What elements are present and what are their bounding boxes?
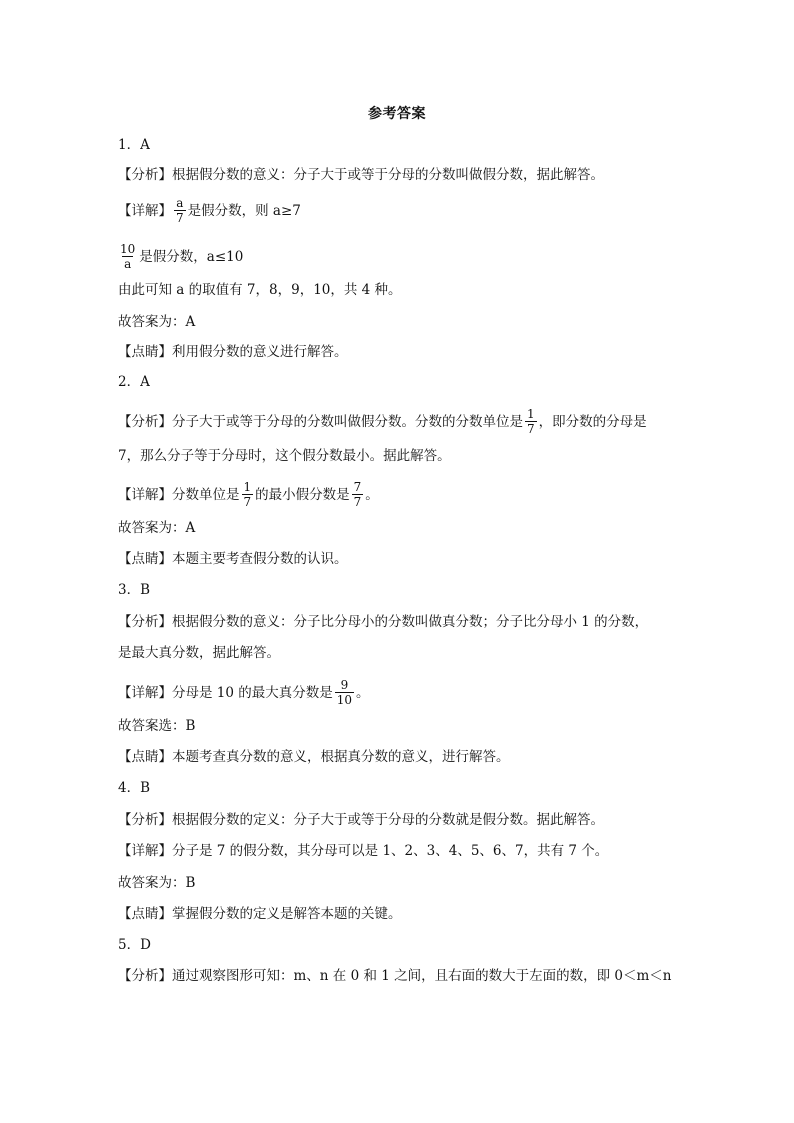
fraction-numerator: a xyxy=(176,196,184,210)
q4-answer: 故答案为：B xyxy=(118,875,196,891)
q2-answer: 故答案为：A xyxy=(118,520,196,536)
q1-fraction-a-over-7 xyxy=(174,197,186,224)
q5-number: 5．D xyxy=(118,937,151,953)
q2-analysis-line2: 7，那么分子等于分母时，这个假分数最小。据此解答。 xyxy=(118,448,451,464)
q2-detail-mid: 的最小假分数是 xyxy=(255,486,350,503)
q3-analysis-line1: 【分析】根据假分数的意义：分子比分母小的分数叫做真分数；分子比分母小 1 的分数， xyxy=(118,614,649,630)
q3-number: 3．B xyxy=(118,582,151,598)
q3-analysis-line2: 是最大真分数，据此解答。 xyxy=(118,645,280,661)
q2-analysis xyxy=(118,408,647,435)
fraction-denominator: a xyxy=(124,257,132,271)
q2-analysis-text: 【分析】分子大于或等于分母的分数叫做假分数。分数的分数单位是 xyxy=(118,413,523,430)
fraction-numerator: 9 xyxy=(340,678,349,692)
q3-detail-text: 【详解】分母是 10 的最大真分数是 xyxy=(118,684,333,701)
q2-fraction-7-over-7 xyxy=(352,481,364,508)
q1-detail-label: 【详解】 xyxy=(118,202,172,219)
q2-detail-end: 。 xyxy=(365,486,379,503)
q3-detail xyxy=(118,679,370,706)
fraction-numerator: 1 xyxy=(527,407,535,421)
fraction-denominator: 7 xyxy=(176,211,184,225)
q2-tip: 【点睛】本题主要考查假分数的认识。 xyxy=(118,551,348,567)
page-title: 参考答案 xyxy=(368,106,426,122)
q2-number: 2．A xyxy=(118,374,150,390)
fraction-numerator: 1 xyxy=(243,480,252,494)
q3-detail-end: 。 xyxy=(356,684,370,701)
q3-tip: 【点睛】本题考查真分数的意义，根据真分数的意义，进行解答。 xyxy=(118,749,510,765)
q4-analysis: 【分析】根据假分数的定义：分子大于或等于分母的分数就是假分数。据此解答。 xyxy=(118,812,604,828)
q1-detail-text: 是假分数，则 a≥7 xyxy=(187,202,301,219)
fraction-numerator: 7 xyxy=(353,480,362,494)
q1-line2 xyxy=(118,243,243,270)
q5-analysis: 【分析】通过观察图形可知：m、n 在 0 和 1 之间，且右面的数大于左面的数，即 0＜m＜n xyxy=(118,968,672,984)
q1-detail xyxy=(118,197,301,224)
fraction-denominator: 10 xyxy=(336,693,353,707)
fraction-denominator: 7 xyxy=(243,495,252,509)
q2-fraction-1-over-7 xyxy=(525,408,537,435)
q1-answer: 故答案为：A xyxy=(118,314,196,330)
q1-fraction-10-over-a xyxy=(118,243,137,270)
q1-number: 1．A xyxy=(118,137,150,153)
q2-analysis-text-end: ，即分数的分母是 xyxy=(538,413,647,430)
q1-analysis: 【分析】根据假分数的意义：分子大于或等于分母的分数叫做假分数，据此解答。 xyxy=(118,167,604,183)
q2-detail xyxy=(118,481,379,508)
q2-fraction-1-over-7 xyxy=(242,481,254,508)
fraction-denominator: 7 xyxy=(353,495,362,509)
fraction-numerator: 10 xyxy=(120,242,136,256)
q3-answer: 故答案选：B xyxy=(118,718,196,734)
q1-line2-text: 是假分数，a≤10 xyxy=(139,248,244,265)
q2-detail-label: 【详解】分数单位是 xyxy=(118,486,240,503)
q4-detail: 【详解】分子是 7 的假分数，其分母可以是 1、2、3、4、5、6、7，共有 7 个。 xyxy=(118,843,609,859)
q4-tip: 【点睛】掌握假分数的定义是解答本题的关键。 xyxy=(118,906,402,922)
q1-line3: 由此可知 a 的取值有 7，8，9，10，共 4 种。 xyxy=(118,282,402,298)
q3-fraction-9-over-10 xyxy=(335,679,354,706)
q1-tip: 【点睛】利用假分数的意义进行解答。 xyxy=(118,344,348,360)
fraction-denominator: 7 xyxy=(527,422,535,436)
q4-number: 4．B xyxy=(118,780,151,796)
